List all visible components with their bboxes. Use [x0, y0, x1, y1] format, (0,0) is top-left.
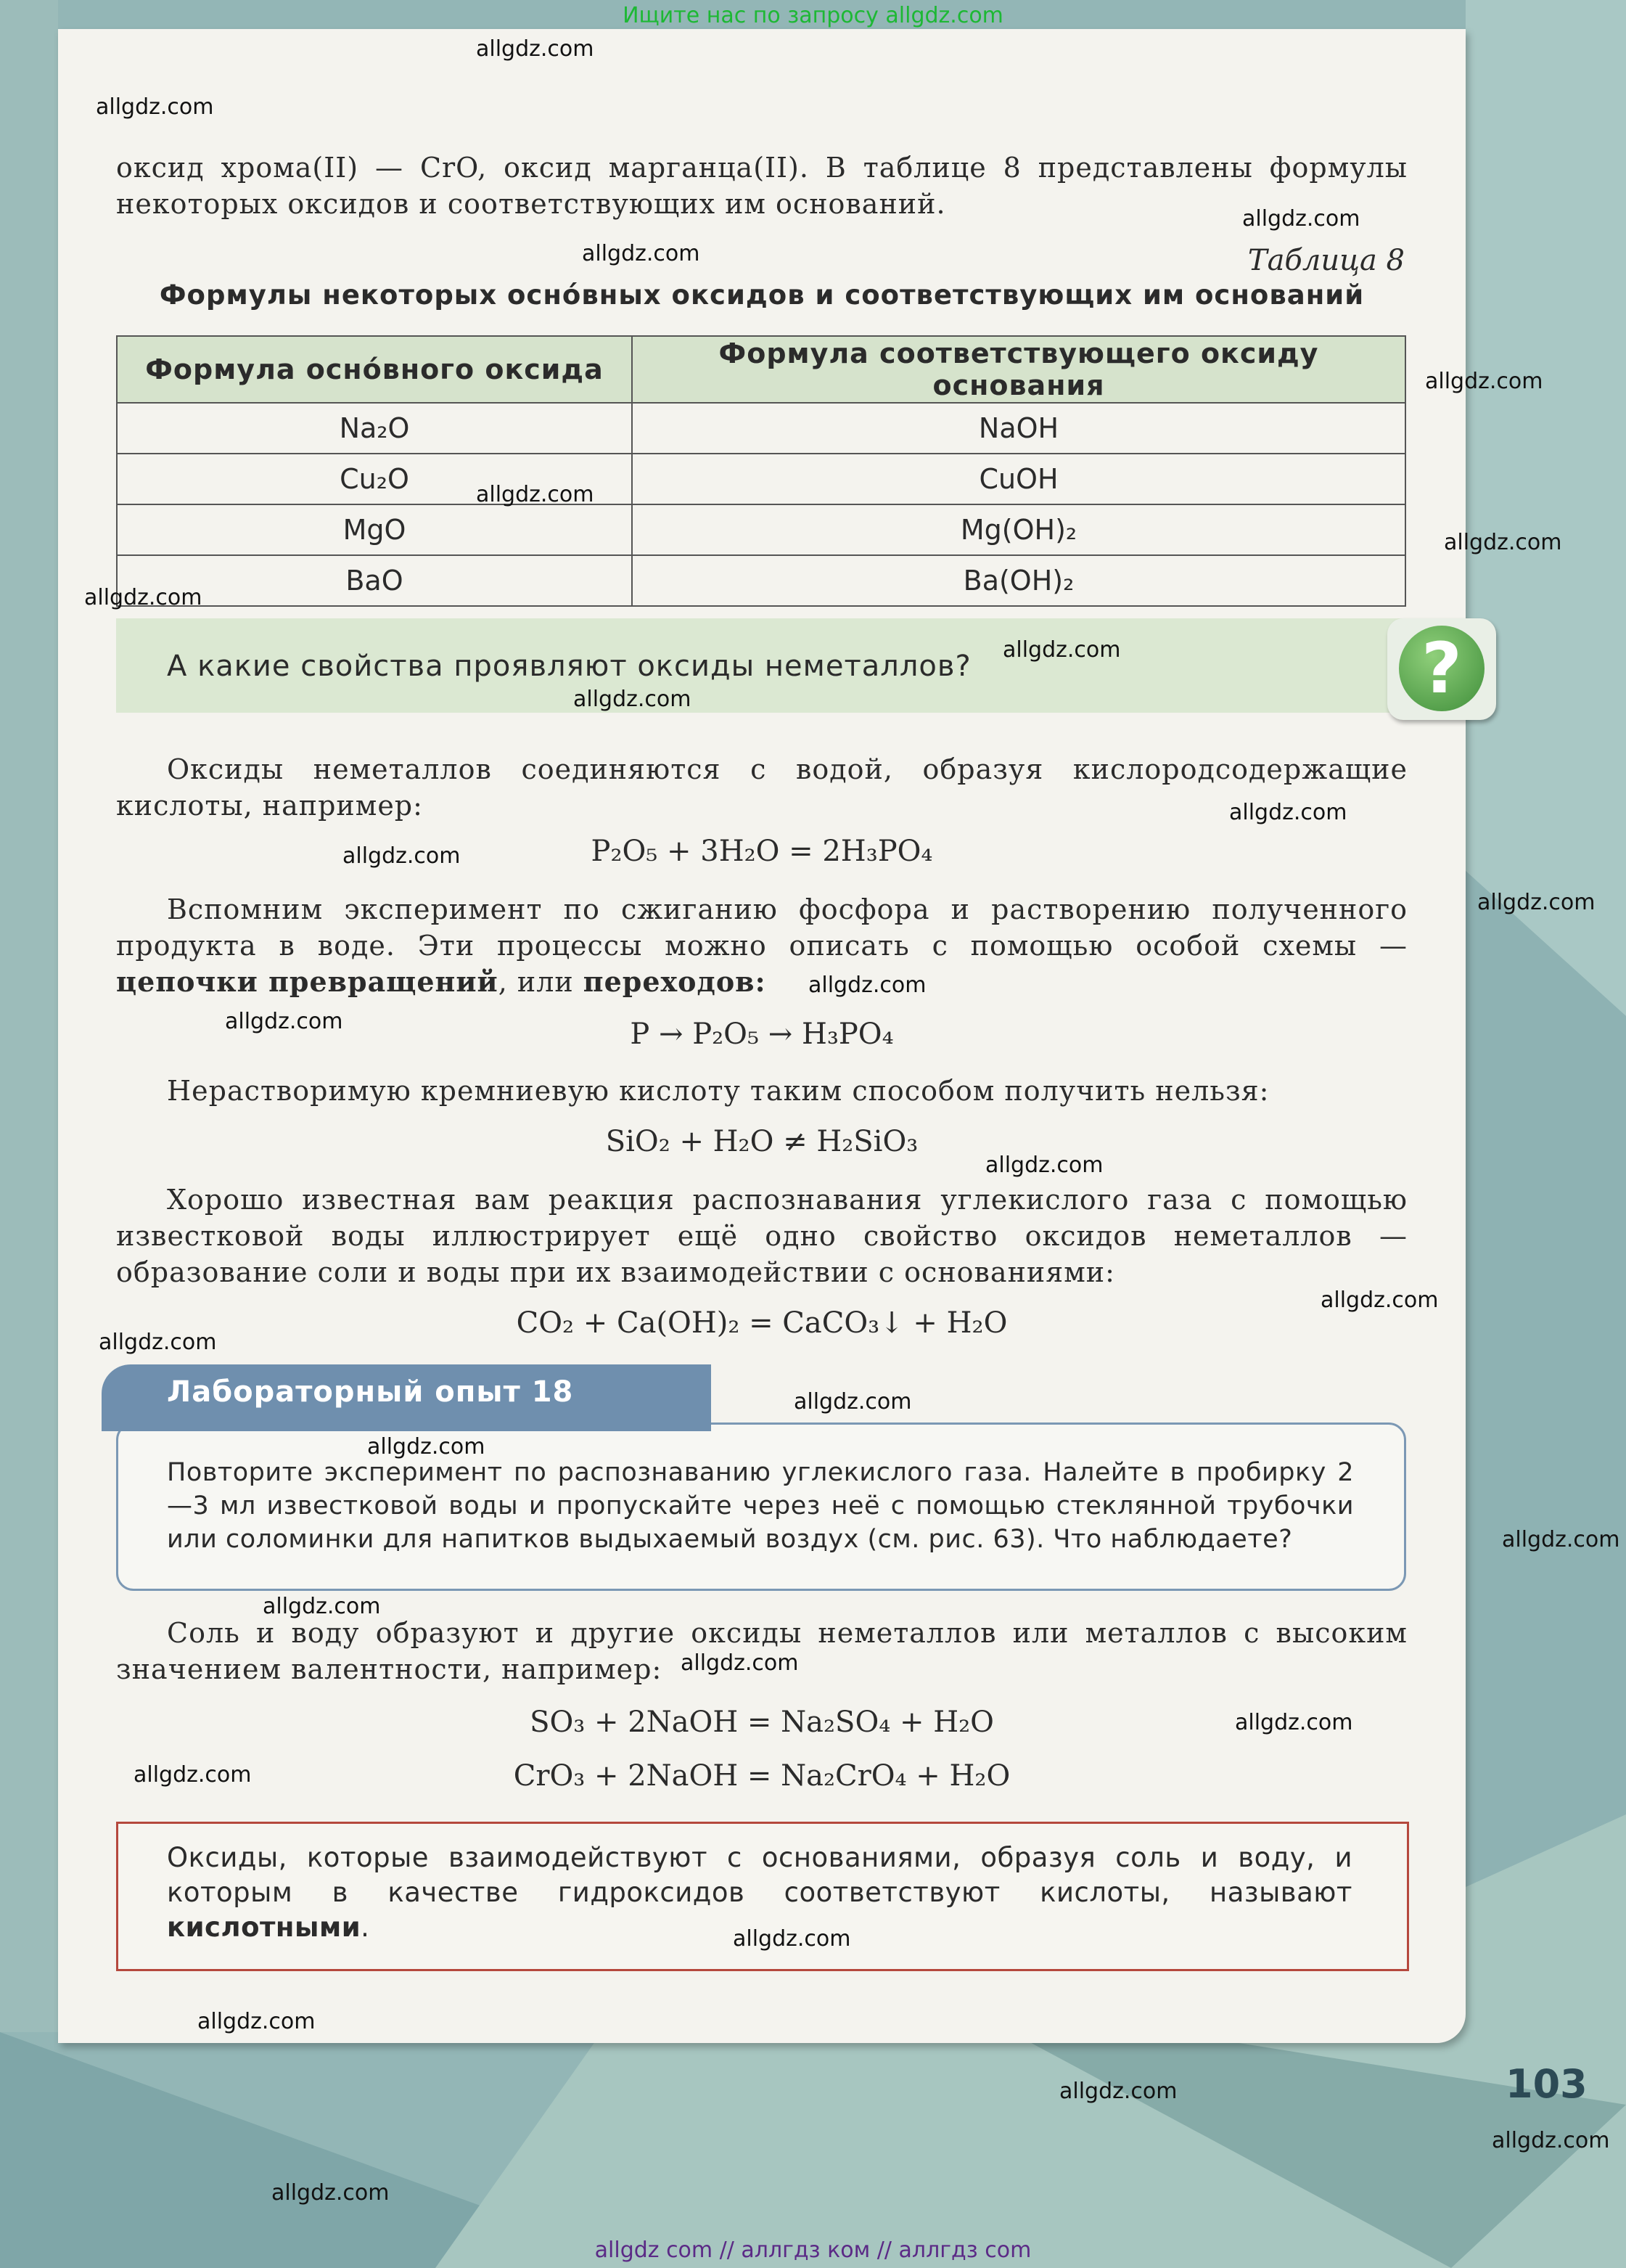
watermark: allgdz.com — [1229, 800, 1347, 825]
oxide-cell: BaO — [117, 555, 632, 606]
lab-experiment-title: Лабораторный опыт 18 — [167, 1375, 574, 1409]
watermark: allgdz.com — [99, 1330, 217, 1355]
equation-chain: P → P₂O₅ → H₃PO₄ — [630, 1018, 894, 1051]
table-header-base: Формула соответствующего оксиду основания — [632, 336, 1405, 403]
intro-paragraph: оксид хрома(II) — CrO, оксид марганца(II). В таблице 8 представлены формулы некоторых оксидов и соответствующих им оснований. — [116, 152, 1408, 220]
watermark: allgdz.com — [476, 36, 594, 62]
watermark: allgdz.com — [582, 241, 700, 266]
watermark: allgdz.com — [1003, 637, 1121, 663]
oxide-cell: Na₂O — [117, 403, 632, 454]
watermark: allgdz.com — [96, 94, 214, 120]
watermark: allgdz.com — [1242, 206, 1360, 232]
table-row — [117, 454, 1405, 504]
watermark: allgdz.com — [1321, 1287, 1439, 1313]
watermark: allgdz.com — [573, 687, 691, 712]
bottom-note: allgdz com // аллгдз ком // аллгдз com — [594, 2238, 1032, 2263]
watermark: allgdz.com — [367, 1434, 485, 1460]
equation-phosphoric-acid: P₂O₅ + 3H₂O = 2H₃PO₄ — [591, 835, 933, 868]
table-row — [117, 555, 1405, 606]
watermark: allgdz.com — [342, 843, 461, 869]
watermark: allgdz.com — [1059, 2079, 1178, 2104]
oxide-cell: MgO — [117, 504, 632, 555]
watermark: allgdz.com — [84, 585, 202, 610]
equation-sulfur-trioxide: SO₃ + 2NaOH = Na₂SO₄ + H₂O — [530, 1706, 994, 1739]
watermark: allgdz.com — [794, 1389, 912, 1415]
top-search-note: Ищите нас по запросу allgdz.com — [623, 3, 1003, 28]
oxide-cell: Cu₂O — [117, 454, 632, 504]
base-cell: Ba(OH)₂ — [632, 555, 1405, 606]
question-badge — [1387, 618, 1496, 720]
paragraph-experiment — [116, 891, 1408, 1000]
table-caption: Таблица 8 — [1247, 244, 1405, 277]
paragraph-experiment-start: Вспомним эксперимент по сжиганию фосфора и растворению полученного продукта в воде. Эти процессы можно описать с помощью особой схемы — — [116, 893, 1408, 962]
watermark: allgdz.com — [263, 1594, 381, 1619]
watermark: allgdz.com — [733, 1926, 851, 1952]
watermark: allgdz.com — [1477, 890, 1596, 915]
table-row — [117, 403, 1405, 454]
equation-limewater: CO₂ + Ca(OH)₂ = CaCO₃↓ + H₂O — [516, 1306, 1008, 1340]
oxides-table — [116, 335, 1406, 607]
base-cell: Mg(OH)₂ — [632, 504, 1405, 555]
paragraph-nonmetal-oxides: Оксиды неметаллов соединяются с водой, образуя кислородсодержащие кислоты, например: — [116, 753, 1408, 822]
watermark: allgdz.com — [1444, 530, 1562, 555]
base-cell: CuOH — [632, 454, 1405, 504]
paragraph-silicic-acid: Нерастворимую кремниевую кислоту таким способом получить нельзя: — [167, 1075, 1270, 1107]
watermark: allgdz.com — [1425, 369, 1543, 394]
watermark: allgdz.com — [225, 1009, 343, 1034]
term-transitions: переходов: — [583, 965, 766, 998]
watermark: allgdz.com — [1502, 1527, 1620, 1552]
paragraph-other-oxides: Соль и воду образуют и другие оксиды неметаллов или металлов с высоким значением валентности, например: — [116, 1617, 1408, 1685]
watermark: allgdz.com — [197, 2009, 316, 2034]
watermark: allgdz.com — [476, 482, 594, 507]
watermark: allgdz.com — [808, 973, 927, 998]
question-text: А какие свойства проявляют оксиды неметаллов? — [167, 650, 972, 683]
table-row — [117, 504, 1405, 555]
paragraph-experiment-mid: , или — [498, 966, 574, 998]
page-number: 103 — [1506, 2061, 1588, 2107]
question-mark-icon: ? — [1399, 626, 1485, 711]
definition-end: . — [361, 1912, 370, 1943]
definition-body: Оксиды, которые взаимодействуют с основаниями, образуя соль и воду, и которым в качестве гидроксидов соответствуют кислоты, называют — [167, 1842, 1352, 1908]
term-acidic: кислотными — [167, 1912, 361, 1943]
paragraph-limewater: Хорошо известная вам реакция распознавания углекислого газа с помощью известковой воды иллюстрирует ещё одно свойство оксидов неметаллов — образование соли и воды при их взаимодействии с основаниями: — [116, 1184, 1408, 1288]
equation-silicic-acid: SiO₂ + H₂O ≠ H₂SiO₃ — [605, 1125, 919, 1158]
table-title: Формулы некоторых осно́вных оксидов и соответствующих им оснований — [159, 279, 1365, 311]
table-header-oxide: Формула осно́вного оксида — [117, 336, 632, 403]
watermark: allgdz.com — [271, 2180, 390, 2206]
watermark: allgdz.com — [681, 1650, 799, 1676]
lab-experiment-text: Повторите эксперимент по распознаванию углекислого газа. Налейте в пробирку 2—3 мл известковой воды и пропускайте через неё с помощью стеклянной трубочки или соломинки для напитков выдыхаемый воздух (см. рис. 63). Что наблюдаете? — [167, 1458, 1354, 1554]
equation-chromium-trioxide: CrO₃ + 2NaOH = Na₂CrO₄ + H₂O — [513, 1759, 1011, 1793]
watermark: allgdz.com — [1235, 1710, 1353, 1735]
watermark: allgdz.com — [134, 1762, 252, 1788]
watermark: allgdz.com — [985, 1153, 1104, 1178]
watermark: allgdz.com — [1492, 2128, 1610, 2153]
term-transformation-chain: цепочки превращений — [116, 965, 498, 998]
base-cell: NaOH — [632, 403, 1405, 454]
